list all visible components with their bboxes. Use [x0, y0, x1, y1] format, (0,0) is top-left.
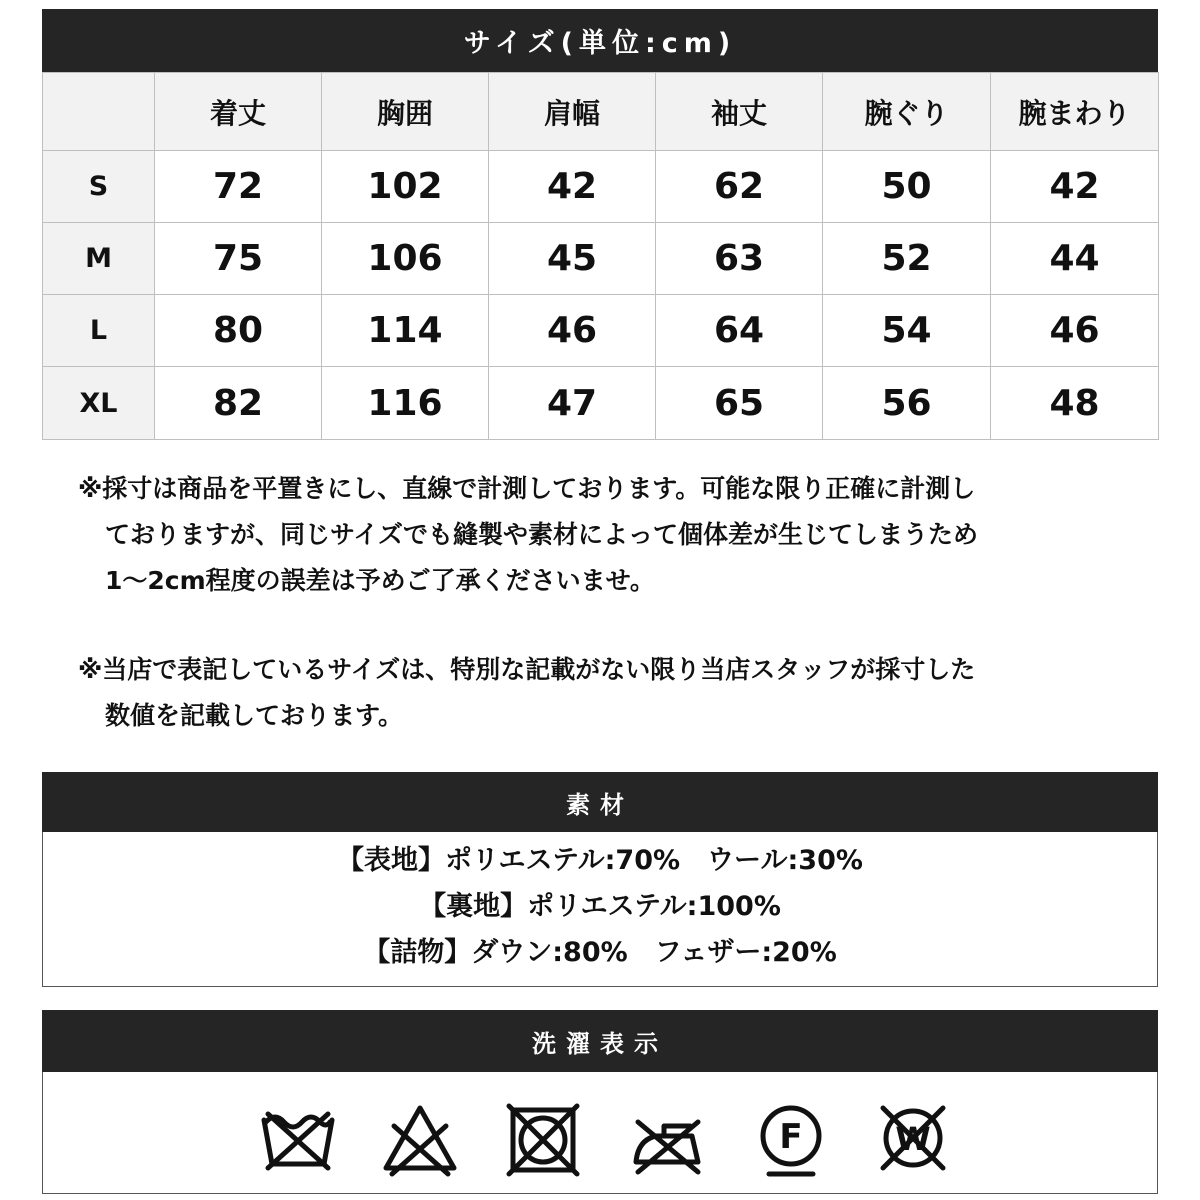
dry-clean-f-icon — [751, 1102, 831, 1178]
table-row — [43, 295, 1159, 367]
table-cell: 45 — [489, 223, 656, 295]
table-cell: 80 — [155, 295, 322, 367]
size-label-note — [78, 647, 1138, 739]
no-iron-icon — [628, 1102, 708, 1178]
wet-clean-letter: W — [895, 1120, 931, 1158]
table-cell: 64 — [656, 295, 823, 367]
table-cell: 44 — [991, 223, 1159, 295]
table-cell: 48 — [991, 367, 1159, 440]
table-cell: 72 — [155, 151, 322, 223]
measurement-note — [78, 466, 1138, 604]
table-cell: 62 — [656, 151, 823, 223]
no-tumble-dry-icon — [503, 1102, 583, 1178]
no-wash-icon — [258, 1102, 338, 1178]
material-line-filling: 【詰物】ダウン:80% フェザー:20% — [363, 937, 837, 968]
table-cell: 116 — [322, 367, 489, 440]
table-cell: 47 — [489, 367, 656, 440]
table-cell: 106 — [322, 223, 489, 295]
size-table — [42, 72, 1159, 440]
dry-clean-letter: F — [779, 1117, 803, 1157]
table-cell: 75 — [155, 223, 322, 295]
column-header-chest: 胸囲 — [322, 73, 489, 151]
material-line-outer: 【表地】ポリエステル:70% ウール:30% — [337, 845, 863, 876]
table-row — [43, 223, 1159, 295]
table-cell: 63 — [656, 223, 823, 295]
size-table-header-row — [43, 73, 1159, 151]
table-cell: 42 — [489, 151, 656, 223]
table-cell: 114 — [322, 295, 489, 367]
size-label: M — [43, 223, 155, 295]
material-line-lining: 【裏地】ポリエステル:100% — [419, 891, 781, 922]
table-cell: 65 — [656, 367, 823, 440]
table-cell: 56 — [823, 367, 991, 440]
note-line: 数値を記載しております。 — [105, 701, 404, 730]
column-header-arm-circumference: 腕まわり — [991, 73, 1159, 151]
table-cell: 42 — [991, 151, 1159, 223]
size-label: L — [43, 295, 155, 367]
note-line: 1〜2cm程度の誤差は予めご了承くださいませ。 — [105, 566, 655, 595]
table-cell: 54 — [823, 295, 991, 367]
note-line: ※採寸は商品を平置きにし、直線で計測しております。可能な限り正確に計測し — [78, 474, 976, 503]
size-section-title: サイズ(単位:cm) — [42, 9, 1158, 72]
care-section-title: 洗濯表示 — [42, 1010, 1158, 1072]
table-cell: 46 — [489, 295, 656, 367]
table-row — [43, 367, 1159, 440]
size-label: XL — [43, 367, 155, 440]
note-line: ておりますが、同じサイズでも縫製や素材によって個体差が生じてしまうため — [105, 520, 979, 549]
note-line: ※当店で表記しているサイズは、特別な記載がない限り当店スタッフが採寸した — [78, 655, 976, 684]
column-header-shoulder: 肩幅 — [489, 73, 656, 151]
material-section-title: 素材 — [42, 772, 1158, 832]
table-cell: 50 — [823, 151, 991, 223]
table-cell: 52 — [823, 223, 991, 295]
material-box — [42, 832, 1158, 987]
no-bleach-icon — [380, 1102, 460, 1178]
column-header-blank — [43, 73, 155, 151]
table-cell: 102 — [322, 151, 489, 223]
column-header-sleeve: 袖丈 — [656, 73, 823, 151]
column-header-armhole: 腕ぐり — [823, 73, 991, 151]
table-cell: 46 — [991, 295, 1159, 367]
table-row — [43, 151, 1159, 223]
table-cell: 82 — [155, 367, 322, 440]
size-label: S — [43, 151, 155, 223]
no-wet-clean-icon — [873, 1102, 953, 1178]
care-box — [42, 1072, 1158, 1194]
column-header-length: 着丈 — [155, 73, 322, 151]
